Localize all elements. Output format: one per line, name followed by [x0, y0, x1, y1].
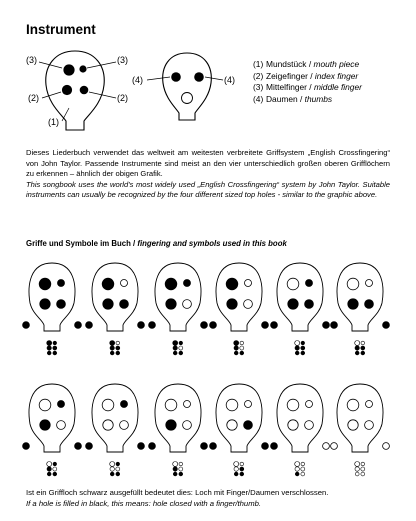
- symbol-dot: [240, 351, 244, 355]
- fingering-symbol: [234, 341, 244, 355]
- symbol-dot: [179, 467, 183, 471]
- hole-ul-open: [39, 399, 51, 411]
- hole-lr-open: [365, 421, 374, 430]
- hole-ur-open: [245, 401, 252, 408]
- symbol-dot: [240, 462, 244, 466]
- thumb-hole-right-closed: [138, 322, 145, 329]
- symbol-dot: [47, 351, 51, 355]
- intro-english: This songbook uses the world's most widely used „English Crossfingering“ system by John Taylor. Suitable instruments can usually be recognized by the four different sized top holes - similar to the graphic above.: [26, 179, 390, 200]
- fingering-6: [331, 263, 390, 355]
- ocarina-body: [337, 263, 383, 331]
- fingering-3: [149, 263, 208, 355]
- ocarina-body: [277, 263, 323, 331]
- fingering-10: [210, 384, 269, 476]
- symbol-dot: [355, 351, 359, 355]
- front-label-3-left: (3): [26, 55, 37, 65]
- hole-ll-open: [103, 420, 113, 430]
- symbol-dot: [53, 467, 57, 471]
- hole-ur-closed: [121, 401, 128, 408]
- hole-ll-closed: [288, 299, 298, 309]
- symbol-dot: [47, 341, 52, 346]
- hole-lr-closed: [57, 300, 66, 309]
- symbol-dot: [295, 467, 299, 471]
- hole-ur-open: [121, 280, 128, 287]
- hole-ll-closed: [40, 420, 50, 430]
- fingering-2: [86, 263, 145, 355]
- ocarina-body: [29, 384, 75, 452]
- symbol-dot: [179, 472, 183, 476]
- page-title: Instrument: [26, 22, 96, 37]
- symbol-dot: [110, 467, 114, 471]
- thumb-hole-left-closed: [271, 443, 278, 450]
- ocarina-front-diagram: [22, 48, 132, 138]
- symbol-dot: [173, 346, 177, 350]
- symbol-dot: [179, 462, 183, 466]
- ocarina-body: [92, 384, 138, 452]
- symbol-dot: [301, 472, 305, 476]
- hole-ul-open: [287, 278, 299, 290]
- hole-lr-open: [305, 421, 314, 430]
- symbol-dot: [173, 467, 177, 471]
- legend-item: (4) Daumen / thumbs: [253, 93, 333, 104]
- symbol-dot: [361, 351, 365, 355]
- hole-ul-closed: [39, 278, 51, 290]
- symbol-dot: [116, 346, 120, 350]
- fingering-12: [331, 384, 390, 476]
- fingering-7: [23, 384, 82, 476]
- front-label-3-right: (3): [117, 55, 128, 65]
- symbol-dot: [53, 462, 57, 466]
- symbol-dot: [361, 462, 365, 466]
- symbol-dot: [301, 346, 305, 350]
- symbol-dot: [295, 341, 300, 346]
- symbol-dot: [355, 341, 360, 346]
- ocarina-back-body: [163, 53, 212, 120]
- thumb-hole-right-closed: [262, 322, 269, 329]
- fingering-symbol: [295, 341, 305, 355]
- ocarina-body: [92, 263, 138, 331]
- fingering-symbol: [47, 341, 57, 355]
- fingering-chart: [0, 255, 416, 480]
- hole-ul-closed: [102, 278, 114, 290]
- symbol-dot: [173, 472, 177, 476]
- hole-ul-open: [102, 399, 114, 411]
- symbol-dot: [110, 341, 115, 346]
- hole-ur-open: [366, 280, 373, 287]
- symbol-dot: [240, 472, 244, 476]
- symbol-dot: [110, 346, 114, 350]
- symbol-dot: [234, 346, 238, 350]
- fingering-symbol: [110, 341, 120, 355]
- hole-lr-open: [120, 421, 129, 430]
- fingering-symbol: [234, 462, 244, 476]
- symbol-dot: [240, 467, 244, 471]
- back-label-4-left: (4): [132, 75, 143, 85]
- symbol-dot: [173, 351, 177, 355]
- hole-ur-closed: [184, 280, 191, 287]
- thumb-hole-right-closed: [75, 322, 82, 329]
- symbol-dot: [234, 472, 238, 476]
- footer-text: [26, 487, 396, 510]
- thumb-hole-left-closed: [210, 443, 217, 450]
- hole-ll-open: [348, 420, 358, 430]
- fingering-1: [23, 263, 82, 355]
- thumb-hole-left-closed: [271, 322, 278, 329]
- fingering-symbol: [295, 462, 305, 476]
- hole-ur-open: [245, 280, 252, 287]
- hole-ul-open: [226, 399, 238, 411]
- hole-ul-closed: [226, 278, 238, 290]
- symbol-dot: [47, 472, 51, 476]
- legend-item: (3) Mittelfinger / middle finger: [253, 82, 362, 93]
- symbol-dot: [301, 341, 305, 345]
- fingering-symbol: [355, 462, 365, 476]
- hole-ll-closed: [227, 299, 237, 309]
- thumb-hole-right-closed: [262, 443, 269, 450]
- symbol-dot: [47, 462, 52, 467]
- hole-ul-closed: [165, 278, 177, 290]
- footer-german: Ist ein Griffloch schwarz ausgefüllt bedeutet dies: Loch mit Finger/Daumen verschlossen.: [26, 488, 329, 497]
- hole-lr-open: [183, 300, 192, 309]
- thumb-hole-left-closed: [210, 322, 217, 329]
- front-hole-lower-right: [80, 86, 89, 95]
- ocarina-body: [216, 384, 262, 452]
- fingering-4: [210, 263, 269, 355]
- fingering-8: [86, 384, 145, 476]
- symbol-dot: [234, 462, 239, 467]
- symbol-dot: [116, 341, 120, 345]
- thumb-hole-right-closed: [383, 322, 390, 329]
- symbol-dot: [110, 351, 114, 355]
- thumb-hole-right-closed: [75, 443, 82, 450]
- symbol-dot: [355, 472, 359, 476]
- thumb-hole-right-closed: [201, 322, 208, 329]
- fingering-symbol: [173, 341, 183, 355]
- symbol-dot: [47, 346, 51, 350]
- hole-ll-closed: [348, 299, 358, 309]
- symbol-dot: [240, 346, 244, 350]
- thumb-hole-left-closed: [86, 443, 93, 450]
- fingering-symbol: [173, 462, 183, 476]
- thumb-hole-left-open: [331, 443, 338, 450]
- thumb-hole-left-closed: [331, 322, 338, 329]
- hole-ur-open: [306, 401, 313, 408]
- ocarina-back-diagram: [132, 50, 242, 130]
- symbol-dot: [110, 472, 114, 476]
- legend-item: (1) Mundstück / mouth piece: [253, 59, 360, 69]
- ocarina-body: [155, 263, 201, 331]
- ocarina-body: [216, 263, 262, 331]
- symbol-dot: [234, 341, 239, 346]
- hole-ul-open: [165, 399, 177, 411]
- symbol-dot: [234, 467, 238, 471]
- hole-ll-closed: [40, 299, 50, 309]
- symbol-dot: [295, 346, 299, 350]
- symbol-dot: [116, 467, 120, 471]
- hole-ul-open: [287, 399, 299, 411]
- footer-english: If a hole is filled in black, this means: hole closed with a finger/thumb.: [26, 499, 262, 509]
- thumb-hole-left-closed: [23, 443, 30, 450]
- symbol-dot: [173, 341, 178, 346]
- front-hole-upper-right: [79, 65, 86, 72]
- symbol-dot: [295, 351, 299, 355]
- fingering-11: [271, 384, 330, 476]
- symbol-dot: [295, 462, 300, 467]
- fingering-9: [149, 384, 208, 476]
- symbol-dot: [240, 341, 244, 345]
- thumb-hole-right-closed: [138, 443, 145, 450]
- symbol-dot: [355, 462, 360, 467]
- front-hole-upper-left: [63, 64, 74, 75]
- symbol-dot: [295, 472, 299, 476]
- back-mouthpiece-circle: [182, 93, 193, 104]
- symbol-dot: [361, 472, 365, 476]
- hole-lr-open: [57, 421, 66, 430]
- symbol-dot: [116, 462, 120, 466]
- symbol-dot: [53, 346, 57, 350]
- hole-ll-closed: [103, 299, 113, 309]
- thumb-hole-right-closed: [323, 322, 330, 329]
- fingering-symbol: [110, 462, 120, 476]
- thumb-hole-left-closed: [86, 322, 93, 329]
- symbol-dot: [116, 351, 120, 355]
- hole-ur-open: [184, 401, 191, 408]
- symbol-dot: [116, 472, 120, 476]
- thumb-hole-left-closed: [149, 322, 156, 329]
- hole-ur-open: [366, 401, 373, 408]
- hole-ll-closed: [166, 420, 176, 430]
- hole-lr-closed: [305, 300, 314, 309]
- thumb-hole-right-closed: [201, 443, 208, 450]
- fingering-symbol: [47, 462, 57, 476]
- hole-ll-closed: [166, 299, 176, 309]
- legend-item: (2) Zeigefinger / index finger: [253, 70, 359, 81]
- symbol-dot: [179, 346, 183, 350]
- back-label-4-right: (4): [224, 75, 235, 85]
- fingering-symbol: [355, 341, 365, 355]
- legend-list: [253, 59, 362, 105]
- symbol-dot: [234, 351, 238, 355]
- symbol-dot: [53, 472, 57, 476]
- back-hole-thumb-right: [194, 72, 204, 82]
- hole-ur-closed: [58, 401, 65, 408]
- front-label-1: (1): [48, 117, 59, 127]
- symbol-dot: [355, 346, 359, 350]
- symbol-dot: [179, 351, 183, 355]
- symbol-dot: [47, 467, 51, 471]
- symbol-dot: [361, 467, 365, 471]
- ocarina-body: [155, 384, 201, 452]
- thumb-hole-left-closed: [149, 443, 156, 450]
- thumb-hole-left-closed: [23, 322, 30, 329]
- symbol-dot: [179, 341, 183, 345]
- hole-lr-closed: [120, 300, 129, 309]
- symbol-dot: [361, 341, 365, 345]
- intro-german: Dieses Liederbuch verwendet das weltweit am weitesten verbreitete Griffsystem „English Crossfingering“ von John Taylor. Passende Instrumente sind meist an den vier unterschiedlich großen oberen Grifflöchern zu erkennen – ähnlich der obigen Grafik.: [26, 148, 390, 179]
- symbol-dot: [361, 346, 365, 350]
- hole-lr-closed: [244, 421, 253, 430]
- hole-ur-closed: [306, 280, 313, 287]
- symbol-dot: [301, 462, 305, 466]
- back-hole-thumb-left: [171, 72, 181, 82]
- hole-ul-open: [347, 278, 359, 290]
- hole-lr-open: [244, 300, 253, 309]
- ocarina-body: [337, 384, 383, 452]
- symbol-dot: [173, 462, 178, 467]
- thumb-hole-right-open: [383, 443, 390, 450]
- front-label-2-left: (2): [28, 93, 39, 103]
- front-label-2-right: (2): [117, 93, 128, 103]
- hole-ll-open: [227, 420, 237, 430]
- front-hole-lower-left: [62, 85, 72, 95]
- ocarina-body: [29, 263, 75, 331]
- hole-lr-open: [183, 421, 192, 430]
- symbol-dot: [53, 351, 57, 355]
- ocarina-body: [277, 384, 323, 452]
- symbol-dot: [301, 351, 305, 355]
- symbol-dot: [53, 341, 57, 345]
- hole-ll-open: [288, 420, 298, 430]
- hole-ur-closed: [58, 280, 65, 287]
- intro-text: [26, 148, 390, 201]
- section-heading: Griffe und Symbole im Buch / fingering and symbols used in this book: [26, 239, 287, 248]
- hole-lr-closed: [365, 300, 374, 309]
- fingering-5: [271, 263, 330, 355]
- hole-ul-open: [347, 399, 359, 411]
- symbol-dot: [110, 462, 115, 467]
- symbol-dot: [355, 467, 359, 471]
- symbol-dot: [301, 467, 305, 471]
- thumb-hole-right-open: [323, 443, 330, 450]
